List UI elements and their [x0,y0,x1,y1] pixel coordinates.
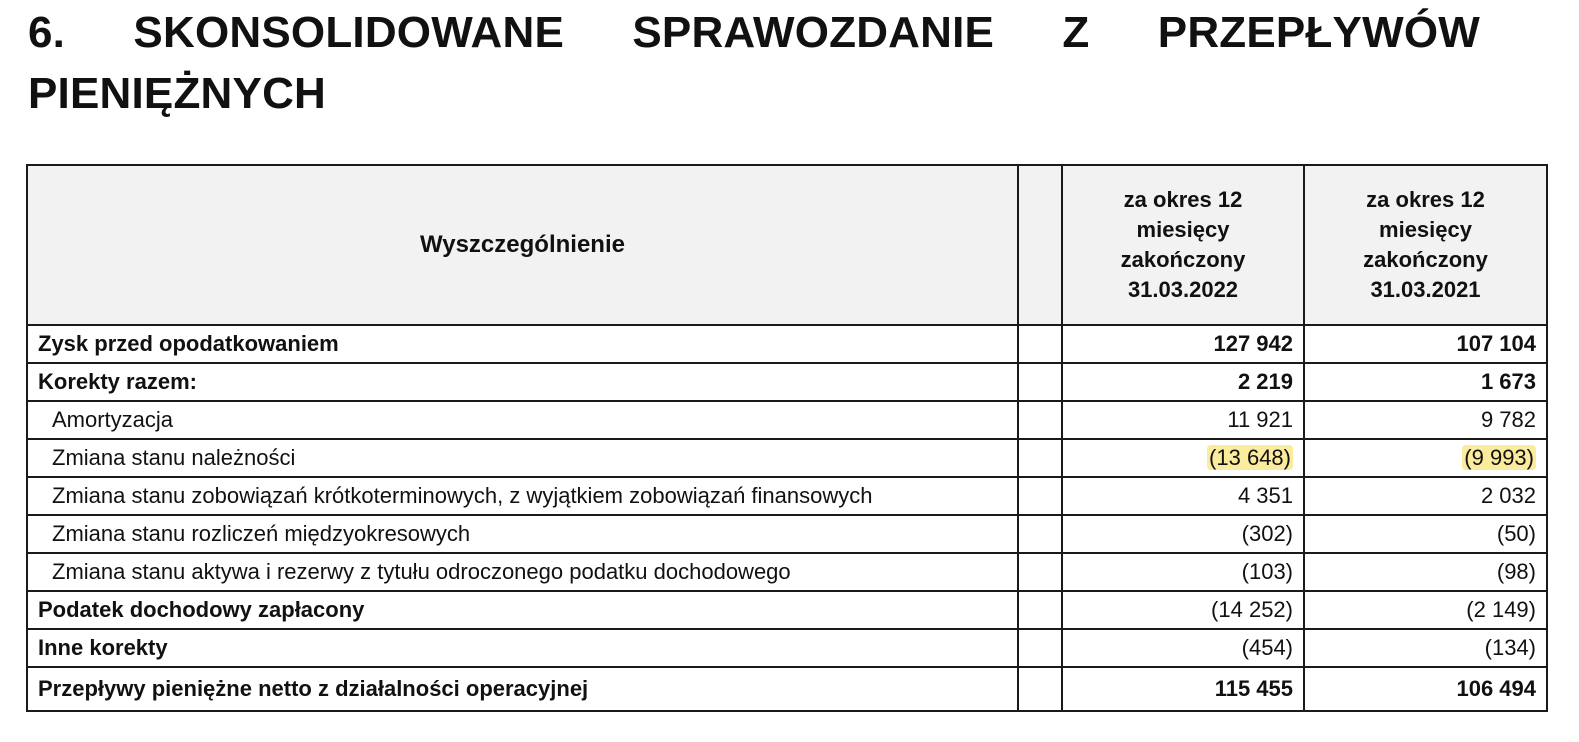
value-2021: (98) [1304,553,1547,591]
value-2022: 2 219 [1062,363,1304,401]
table-row-other-adjustments [27,629,1547,667]
row-spacer [1018,363,1062,401]
highlighted-value: (9 993) [1464,445,1534,470]
row-spacer [1018,591,1062,629]
row-label: Zmiana stanu należności [27,439,1018,477]
row-spacer [1018,629,1062,667]
cash-flow-table [26,164,1548,712]
table-row-profit-before-tax [27,325,1547,363]
heading-word-4: PIENIĘŻNYCH [28,69,327,118]
value-2021: (2 149) [1304,591,1547,629]
heading-word-3: Z PRZEPŁYWÓW [1062,8,1480,57]
column-header-2022 [1062,165,1304,325]
value-2021: 107 104 [1304,325,1547,363]
column-header-2021 [1304,165,1547,325]
row-spacer [1018,515,1062,553]
table-row-income-tax-paid [27,591,1547,629]
table-row-net-operating-cash-flow [27,667,1547,711]
header-2022-line-3: zakończony [1120,247,1246,272]
table-row-total-adjustments [27,363,1547,401]
value-2022: 4 351 [1062,477,1304,515]
section-heading [28,2,1480,124]
header-2021-line-1: za okres 12 [1366,187,1485,212]
row-label: Zmiana stanu zobowiązań krótkoterminowych, z wyjątkiem zobowiązań finansowych [27,477,1018,515]
column-header-spacer [1018,165,1062,325]
column-header-description: Wyszczególnienie [27,165,1018,325]
row-spacer [1018,325,1062,363]
table-row-payables-change [27,477,1547,515]
heading-number: 6. [28,8,66,57]
row-spacer [1018,439,1062,477]
table-row-depreciation [27,401,1547,439]
value-2022: (103) [1062,553,1304,591]
table-row-receivables-change [27,439,1547,477]
header-2022-line-4: 31.03.2022 [1127,277,1239,302]
value-2022 [1062,439,1304,477]
row-label: Przepływy pieniężne netto z działalności operacyjnej [27,667,1018,711]
row-label: Korekty razem: [27,363,1018,401]
row-spacer [1018,667,1062,711]
value-2022: (454) [1062,629,1304,667]
row-label: Zysk przed opodatkowaniem [27,325,1018,363]
value-2021: 9 782 [1304,401,1547,439]
value-2021: 106 494 [1304,667,1547,711]
row-label: Amortyzacja [27,401,1018,439]
row-spacer [1018,401,1062,439]
value-2022: (14 252) [1062,591,1304,629]
value-2021: (134) [1304,629,1547,667]
value-2021 [1304,439,1547,477]
value-2022: 115 455 [1062,667,1304,711]
header-2022-line-1: za okres 12 [1123,187,1243,212]
header-2021-line-3: zakończony [1363,247,1488,272]
row-label: Inne korekty [27,629,1018,667]
value-2022: 127 942 [1062,325,1304,363]
header-2022-line-2: miesięcy [1136,217,1230,242]
header-2021-line-2: miesięcy [1379,217,1472,242]
value-2021: 1 673 [1304,363,1547,401]
value-2021: 2 032 [1304,477,1547,515]
heading-word-2: SPRAWOZDANIE [632,8,995,57]
value-2022: 11 921 [1062,401,1304,439]
row-label: Podatek dochodowy zapłacony [27,591,1018,629]
row-label: Zmiana stanu rozliczeń międzyokresowych [27,515,1018,553]
header-2021-line-4: 31.03.2021 [1370,277,1481,302]
table-row-accruals-change [27,515,1547,553]
row-label: Zmiana stanu aktywa i rezerwy z tytułu odroczonego podatku dochodowego [27,553,1018,591]
row-spacer [1018,477,1062,515]
heading-word-1: SKONSOLIDOWANE [133,8,565,57]
highlighted-value: (13 648) [1209,445,1291,470]
row-spacer [1018,553,1062,591]
value-2021: (50) [1304,515,1547,553]
value-2022: (302) [1062,515,1304,553]
table-row-deferred-tax-change [27,553,1547,591]
table-header-row [27,165,1547,325]
